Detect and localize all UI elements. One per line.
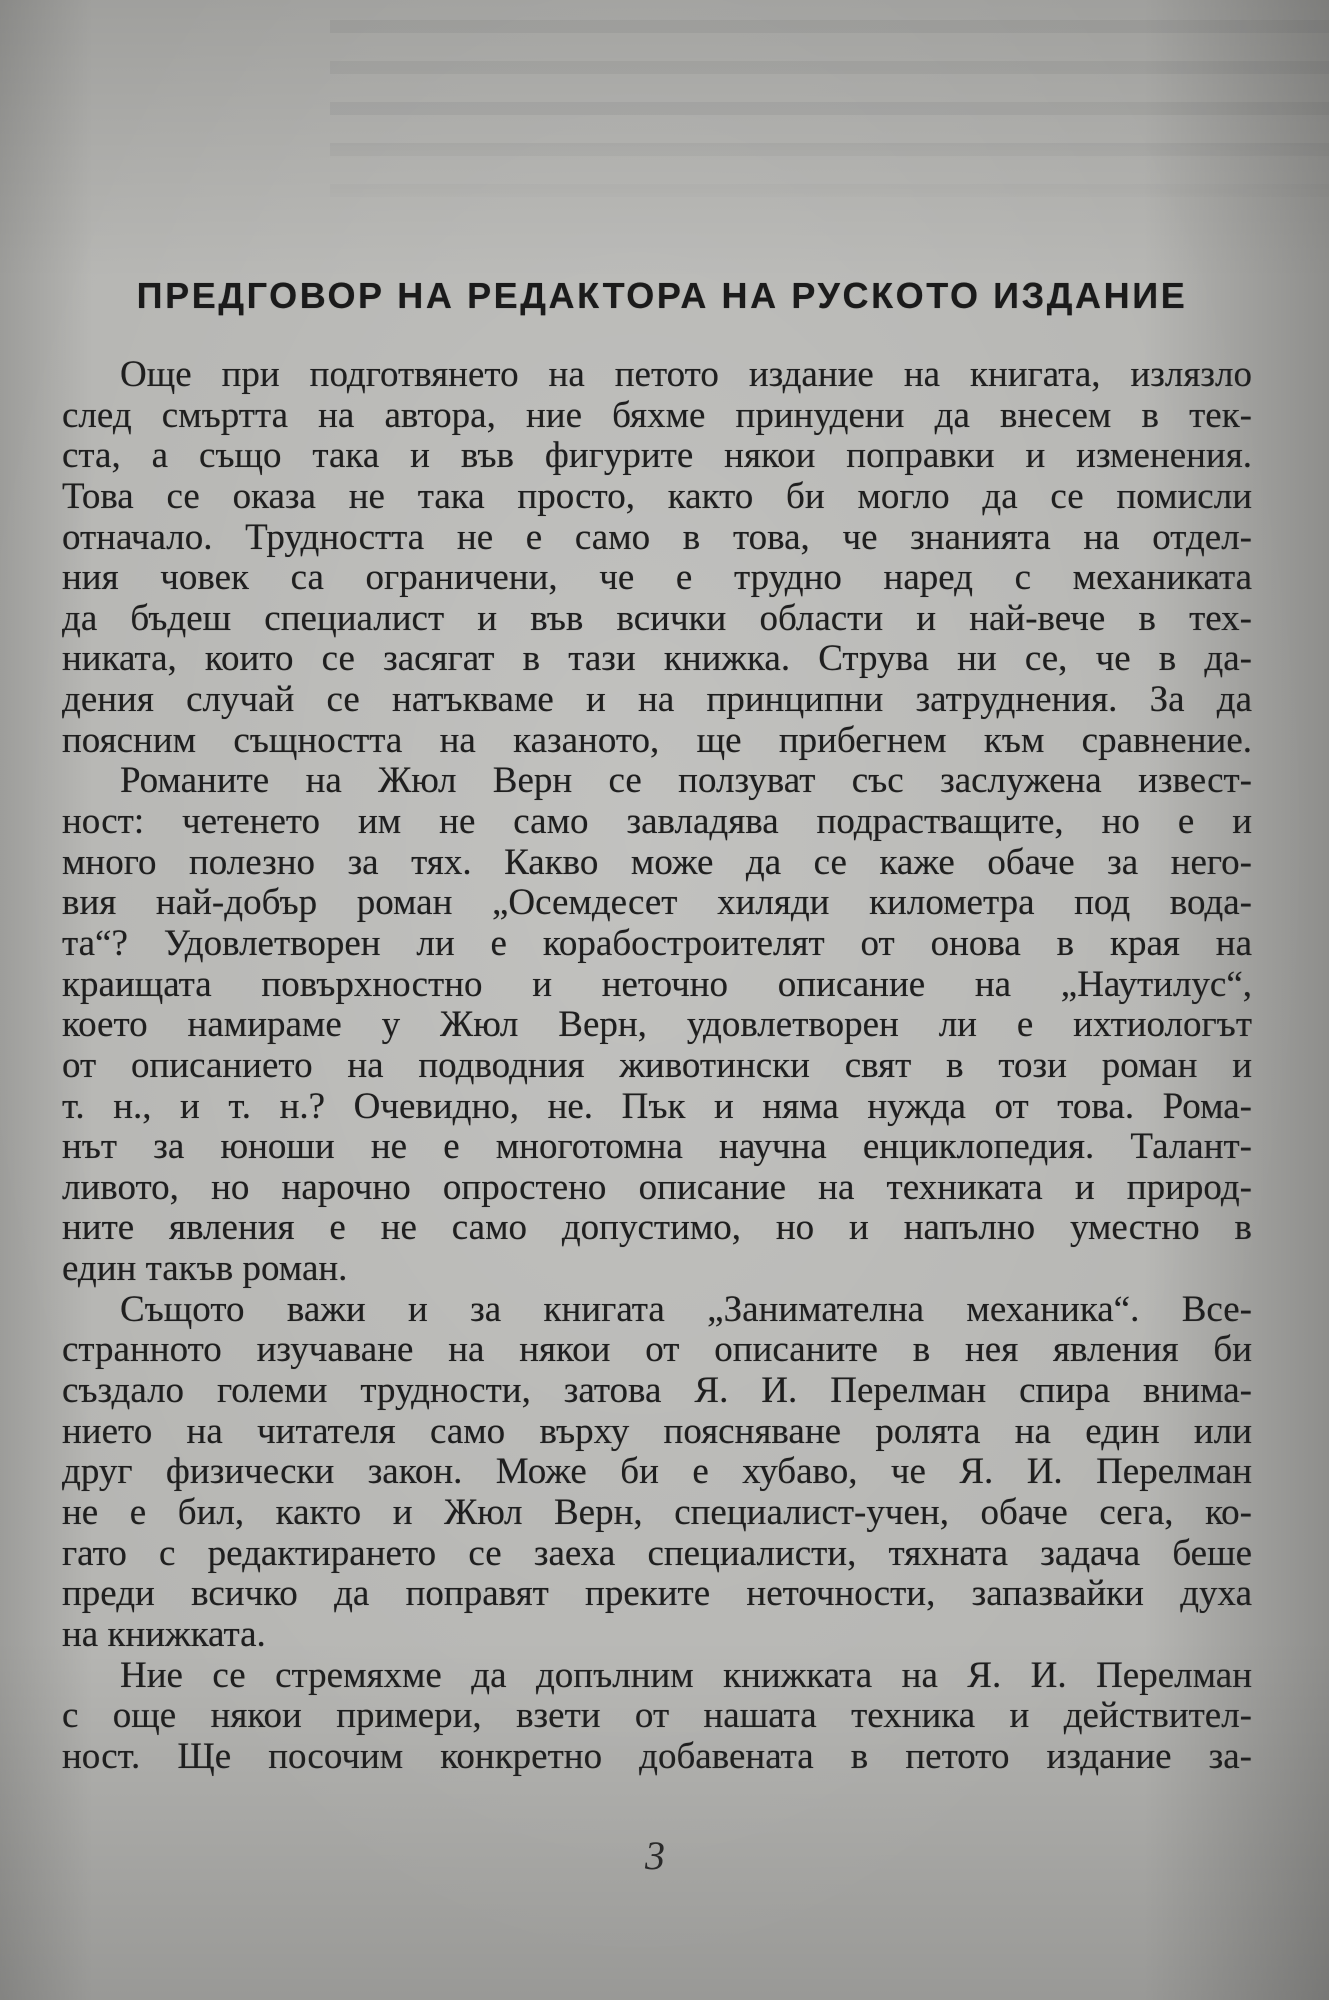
text-line: гато с редактирането се заеха специалисти, тяхната задача беше	[62, 1533, 1252, 1574]
paragraph	[62, 355, 1252, 761]
text-line: след смъртта на автора, ние бяхме принудени да внесем в тек-	[62, 395, 1252, 436]
paragraph	[62, 1290, 1252, 1656]
text-line: което намираме у Жюл Верн, удовлетворен ли е ихтиологът	[62, 1005, 1252, 1046]
page-number: 3	[645, 1833, 665, 1878]
show-through-shadow	[330, 0, 1329, 215]
text-line: не е бил, както и Жюл Верн, специалист-учен, обаче сега, ко-	[62, 1492, 1252, 1533]
text-line: създало големи трудности, затова Я. И. Перелман спира внима-	[62, 1371, 1252, 1412]
text-line: та“? Удовлетворен ли е корабостроителят от онова в края на	[62, 923, 1252, 964]
text-line: Същото важи и за книгата „Занимателна механика“. Все-	[120, 1289, 1252, 1330]
text-line: преди всичко да поправят преките неточности, запазвайки духа	[62, 1574, 1252, 1615]
text-line: един такъв роман.	[62, 1249, 348, 1290]
text-line: друг физически закон. Може би е хубаво, че Я. И. Перелман	[62, 1452, 1252, 1493]
paragraph	[62, 761, 1252, 1289]
text-line: ните явления е не само допустимо, но и напълно уместно в	[62, 1208, 1252, 1249]
text-line: ста, а също така и във фигурите някои поправки и изменения.	[62, 436, 1252, 477]
text-line: Това се оказа не така просто, както би могло да се помисли	[62, 476, 1252, 517]
text-line: на книжката.	[62, 1614, 266, 1655]
text-line: много полезно за тях. Какво може да се каже обаче за него-	[62, 842, 1252, 883]
text-line: Ние се стремяхме да допълним книжката на Я. И. Перелман	[120, 1655, 1252, 1696]
text-line: ливото, но нарочно опростено описание на техниката и природ-	[62, 1167, 1252, 1208]
text-line: поясним същността на казаното, ще прибегнем към сравнение.	[62, 720, 1252, 761]
text-line: Романите на Жюл Верн се ползуват със заслужена извест-	[120, 761, 1252, 802]
text-line: дения случай се натъкваме и на принципни затруднения. За да	[62, 680, 1252, 721]
text-line: странното изучаване на някои от описаните в нея явления би	[62, 1330, 1252, 1371]
text-line: Още при подготвянето на петото издание на книгата, излязло	[120, 355, 1252, 395]
text-line: ност: четенето им не само завладява подрастващите, но е и	[62, 802, 1252, 843]
page-title: ПРЕДГОВОР НА РЕДАКТОРА НА РУСКОТО ИЗДАНИЕ	[136, 275, 1188, 316]
text-line: ност. Ще посочим конкретно добавената в петото издание за-	[62, 1736, 1252, 1777]
text-line: нът за юноши не е многотомна научна енциклопедия. Талант-	[62, 1127, 1252, 1168]
text-line: ния човек са ограничени, че е трудно наред с механиката	[62, 558, 1252, 599]
text-line: да бъдеш специалист и във всички области и най-вече в тех-	[62, 598, 1252, 639]
text-line: вия най-добър роман „Осемдесет хиляди километра под вода-	[62, 883, 1252, 924]
text-line: нието на читателя само върху поясняване ролята на един или	[62, 1411, 1252, 1452]
body-text	[62, 355, 1252, 1777]
text-line: от описанието на подводния животински свят в този роман и	[62, 1045, 1252, 1086]
text-line: отначало. Трудността не е само в това, че знанията на отдел-	[62, 517, 1252, 558]
text-line: с още някои примери, взети от нашата техника и действител-	[62, 1696, 1252, 1737]
text-line: краищата повърхностно и неточно описание на „Наутилус“,	[62, 964, 1252, 1005]
text-line: т. н., и т. н.? Очевидно, не. Пък и няма нужда от това. Рома-	[62, 1086, 1252, 1127]
paragraph	[62, 1656, 1252, 1778]
text-line: никата, които се засягат в тази книжка. Струва ни се, че в да-	[62, 639, 1252, 680]
